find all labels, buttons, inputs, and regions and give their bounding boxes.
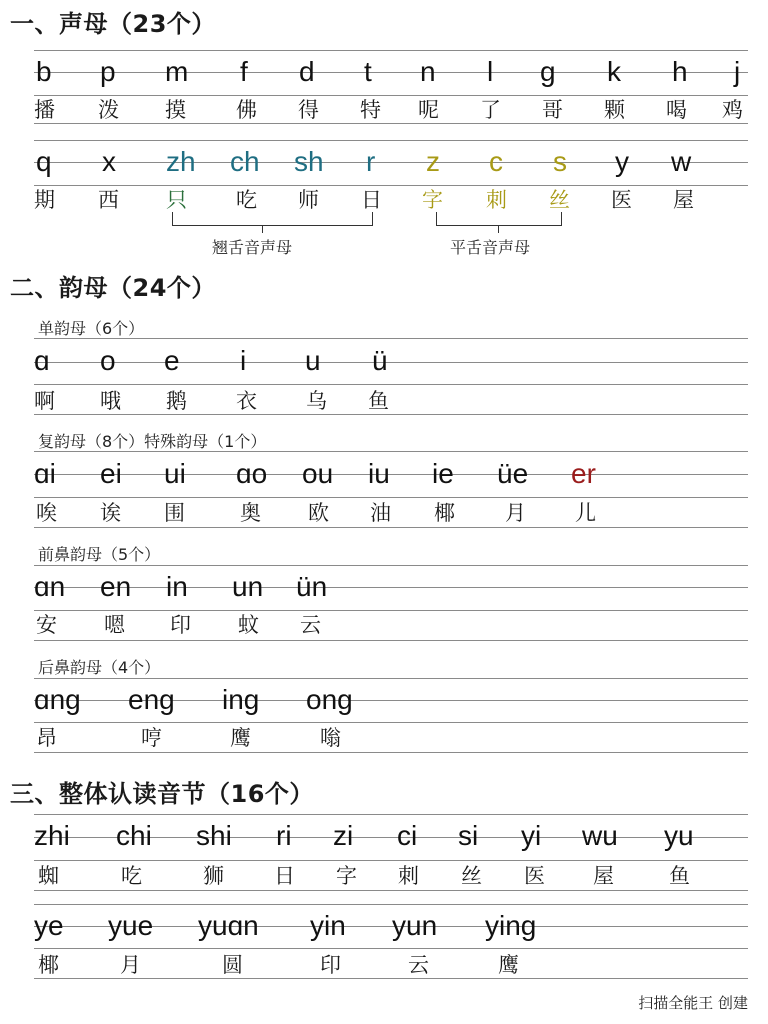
pinyin-syllable: yin (310, 910, 346, 941)
pinyin-final-special: er (571, 458, 596, 489)
pinyin-syllable: ci (397, 820, 418, 851)
pinyin-syllable: ri (276, 820, 292, 851)
example-character: 期 (34, 188, 55, 212)
subheading-single-finals: 单韵母（6个） (38, 319, 145, 338)
section-heading-finals: 二、韵母（24个） (10, 274, 216, 302)
pinyin-syllable: wu (582, 820, 618, 851)
pinyin-syllable: ying (485, 910, 537, 941)
example-character: 嗯 (104, 613, 125, 637)
pinyin-syllable: ye (34, 910, 64, 941)
pinyin-final: ɑ (34, 345, 50, 376)
pinyin-initial: k (607, 56, 621, 87)
example-character: 西 (98, 188, 119, 212)
pinyin-initial: t (364, 56, 372, 87)
example-character: 呢 (418, 98, 439, 122)
example-character: 奥 (240, 501, 261, 525)
example-character: 医 (524, 864, 545, 888)
pinyin-syllable: yuɑn (198, 910, 259, 941)
pinyin-final: ei (100, 458, 122, 489)
example-character: 丝 (549, 188, 570, 212)
pinyin-final: e (164, 345, 180, 376)
example-character: 乌 (306, 389, 327, 413)
example-character: 云 (300, 613, 321, 637)
example-character: 鸡 (722, 98, 743, 122)
example-character: 了 (480, 98, 501, 122)
example-character: 儿 (575, 501, 596, 525)
example-character: 啊 (34, 389, 55, 413)
pinyin-syllable: yun (392, 910, 438, 941)
example-character: 油 (370, 501, 391, 525)
example-character: 佛 (236, 98, 257, 122)
pinyin-final: ie (432, 458, 454, 489)
pinyin-final: ü (372, 345, 388, 376)
pinyin-final: üe (497, 458, 529, 489)
example-character: 字 (422, 188, 443, 212)
example-character: 圆 (222, 953, 243, 977)
pinyin-final: iu (368, 458, 390, 489)
pinyin-initial: x (102, 146, 116, 177)
pinyin-initial-retroflex: zh (166, 146, 196, 177)
example-character: 鱼 (669, 864, 690, 888)
pinyin-final: o (100, 345, 116, 376)
example-character: 日 (361, 188, 382, 212)
pinyin-final: un (232, 571, 264, 602)
pinyin-initial: b (36, 56, 52, 87)
pinyin-final: ɑo (236, 458, 268, 489)
scanner-watermark: 扫描全能王 创建 (638, 994, 748, 1012)
pinyin-final: ɑng (34, 684, 81, 715)
pinyin-initial-flat: s (553, 146, 567, 177)
pinyin-syllable: chi (116, 820, 152, 851)
subheading-front-nasal-finals: 前鼻韵母（5个） (38, 545, 161, 564)
example-character: 唉 (36, 501, 57, 525)
example-character: 丝 (461, 864, 482, 888)
example-character: 鹰 (498, 953, 519, 977)
pinyin-final: ui (164, 458, 186, 489)
subheading-compound-finals: 复韵母（8个）特殊韵母（1个） (38, 432, 267, 451)
pinyin-syllable: shi (196, 820, 232, 851)
pinyin-initial: d (299, 56, 315, 87)
pinyin-final: ing (222, 684, 260, 715)
pinyin-syllable: si (458, 820, 479, 851)
pinyin-initial: j (734, 56, 741, 87)
pinyin-initial-flat: c (489, 146, 503, 177)
example-character: 刺 (486, 188, 507, 212)
pinyin-initial-retroflex: r (366, 146, 376, 177)
pinyin-syllable: zhi (34, 820, 70, 851)
subheading-back-nasal-finals: 后鼻韵母（4个） (38, 658, 161, 677)
example-character: 摸 (165, 98, 186, 122)
pinyin-final: u (305, 345, 321, 376)
example-character: 围 (164, 501, 185, 525)
example-character: 月 (120, 953, 141, 977)
example-character: 医 (611, 188, 632, 212)
pinyin-syllable: yu (664, 820, 694, 851)
example-character: 欧 (308, 501, 329, 525)
pinyin-initial-retroflex: ch (230, 146, 260, 177)
example-character: 印 (320, 953, 341, 977)
pinyin-initial: f (240, 56, 248, 87)
example-character: 刺 (398, 864, 419, 888)
example-character: 屋 (593, 864, 614, 888)
pinyin-initial-flat: z (426, 146, 440, 177)
pinyin-final: ou (302, 458, 334, 489)
example-character: 屋 (673, 188, 694, 212)
pinyin-initial: w (671, 146, 692, 177)
example-character: 哥 (542, 98, 563, 122)
example-character: 吃 (121, 864, 142, 888)
pinyin-final: en (100, 571, 132, 602)
pinyin-final: in (166, 571, 188, 602)
pinyin-final: i (240, 345, 247, 376)
example-character: 师 (298, 188, 319, 212)
example-character: 得 (298, 98, 319, 122)
example-character: 泼 (98, 98, 119, 122)
example-character: 月 (505, 501, 526, 525)
bracket-label-retroflex: 翘舌音声母 (212, 238, 293, 257)
pinyin-syllable: zi (333, 820, 354, 851)
example-character: 哦 (100, 389, 121, 413)
example-character: 狮 (203, 864, 224, 888)
example-character: 安 (36, 613, 57, 637)
pinyin-initial: m (165, 56, 189, 87)
pinyin-initial: y (615, 146, 629, 177)
pinyin-final: eng (128, 684, 175, 715)
example-character: 印 (170, 613, 191, 637)
pinyin-syllable: yi (521, 820, 542, 851)
example-character: 蚊 (238, 613, 259, 637)
example-character: 哼 (141, 726, 162, 750)
example-character: 喝 (666, 98, 687, 122)
pinyin-initial-retroflex: sh (294, 146, 324, 177)
example-character: 衣 (236, 389, 257, 413)
example-character: 只 (166, 188, 187, 212)
section-heading-whole-syllables: 三、整体认读音节（16个） (10, 780, 314, 808)
example-character: 吃 (236, 188, 257, 212)
example-character: 日 (274, 864, 295, 888)
example-character: 云 (408, 953, 429, 977)
example-character: 椰 (38, 953, 59, 977)
example-character: 鹅 (166, 389, 187, 413)
example-character: 颗 (604, 98, 625, 122)
pinyin-final: ün (296, 571, 328, 602)
pinyin-final: ɑn (34, 571, 66, 602)
section-heading-initials: 一、声母（23个） (10, 10, 216, 38)
pinyin-initial: n (420, 56, 436, 87)
pinyin-initial: p (100, 56, 116, 87)
example-character: 昂 (36, 726, 57, 750)
example-character: 椰 (434, 501, 455, 525)
pinyin-initial: q (36, 146, 52, 177)
example-character: 字 (336, 864, 357, 888)
example-character: 特 (360, 98, 381, 122)
example-character: 播 (34, 98, 55, 122)
pinyin-final: ong (306, 684, 353, 715)
example-character: 蜘 (38, 864, 59, 888)
example-character: 鹰 (230, 726, 251, 750)
pinyin-initial: h (672, 56, 688, 87)
bracket-label-flat: 平舌音声母 (450, 238, 531, 257)
example-character: 鱼 (368, 389, 389, 413)
pinyin-syllable: yue (108, 910, 154, 941)
example-character: 诶 (100, 501, 121, 525)
example-character: 嗡 (320, 726, 341, 750)
pinyin-initial: l (487, 56, 494, 87)
pinyin-final: ɑi (34, 458, 56, 489)
pinyin-initial: g (540, 56, 556, 87)
